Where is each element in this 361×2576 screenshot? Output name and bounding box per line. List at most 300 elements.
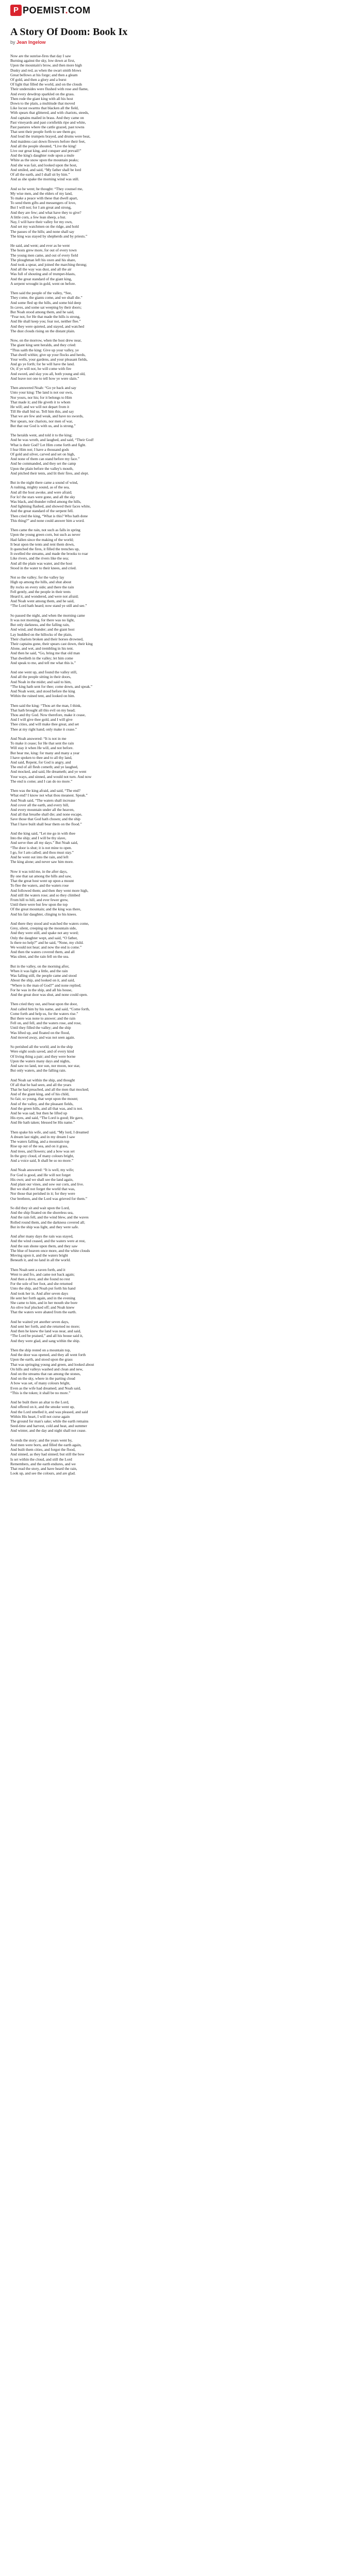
poem-line: But only waters, and the falling rain. xyxy=(10,1068,67,1073)
site-logo[interactable] xyxy=(10,5,91,16)
poem-line: Alone, and wet, and trembling in his tent. xyxy=(10,646,74,651)
poem-line: And there they stood and watched the waters come, xyxy=(10,921,89,926)
poem-line: He said, and went; and ever as he went xyxy=(10,243,70,248)
poem-line: Come forth and help us, for the waters rise.” xyxy=(10,1011,78,1016)
poem-line: Were eight souls saved, and of every kind xyxy=(10,1049,74,1054)
poem-line: And then he said, “Go, bring me that old man xyxy=(10,651,80,656)
poem-line: Burning against the sky, low down at first, xyxy=(10,58,75,63)
poem-line: And wind, and thunder; and the giant host xyxy=(10,627,75,632)
stanza xyxy=(10,528,227,570)
poem-line: Thou and thy God. Now therefore, make it cease, xyxy=(10,713,86,718)
poem-line: Rise up out of the sea, and on it grass, xyxy=(10,1144,69,1149)
stanza xyxy=(10,1267,227,1315)
poem-line: The dust clouds rising on the distant plain. xyxy=(10,328,75,333)
poem-line: But in the night there came a sound of wind, xyxy=(10,480,78,485)
author-link[interactable]: Jean Ingelow xyxy=(17,40,46,45)
poem-line: This thing?” and none could answer him a word. xyxy=(10,518,85,523)
poem-line: And trees, and flowers; and a bow was set xyxy=(10,1148,75,1154)
poem-line: And of the giant king, and of his child, xyxy=(10,1092,70,1097)
poem-line: For God is good, and He will not forget xyxy=(10,1172,71,1177)
poem-line: Heard it, and wondered, and were not afraid; xyxy=(10,594,79,599)
poem-line: Now, on the morrow, when the host drew near, xyxy=(10,338,82,343)
stanza xyxy=(10,921,227,959)
poem-line: Within the ruined tent, and looked on him. xyxy=(10,693,75,699)
poem-line: Their undersides were flushed with rose and flame, xyxy=(10,87,89,92)
poem-line: And then the waters covered them, and all xyxy=(10,950,75,955)
stanza xyxy=(10,1234,227,1262)
poem-line: The waters falling, and a mountain top xyxy=(10,1139,70,1144)
poem-line: And pitched their tents, and lit their fires, and slept. xyxy=(10,470,89,476)
logo-name: POEMIST xyxy=(23,5,65,15)
poem-line: Grey, silent, creeping up the mountain side, xyxy=(10,926,77,931)
poem-line: And He shall keep you; fear not, neither flee.” xyxy=(10,319,81,324)
poem-line: And they were quieted, and stayed, and watched xyxy=(10,324,85,329)
poem-line: So did they sit and wait upon the Lord, xyxy=(10,1205,70,1210)
poem-line: Then said the people of the valley, “See, xyxy=(10,291,72,296)
stanza xyxy=(10,736,227,784)
poem-line: And cover all the earth, and every hill, xyxy=(10,802,69,807)
poem-line: We would not hear; and now the end is come.” xyxy=(10,944,82,950)
poem-line: Was lifted up, and floated on the flood, xyxy=(10,1030,70,1035)
poem-line: “The Lord hath heard; now stand ye still and see.” xyxy=(10,603,87,608)
poem-line: And a voice said, It shall be so no more.” xyxy=(10,1158,74,1163)
poem-line: Stood in the water to their knees, and cried. xyxy=(10,565,77,570)
stanza xyxy=(10,670,227,698)
poem-line: That made it; and He giveth it to whom xyxy=(10,399,71,404)
poem-line: And men were born, and filled the earth again, xyxy=(10,1443,81,1448)
poem-line: Of all that he had seen, and all the years xyxy=(10,1082,72,1087)
poem-byline xyxy=(10,39,227,45)
poem-line: But we shall not forget the world that was, xyxy=(10,1187,75,1192)
poem-line: “The king hath sent for thee; come down, and speak.” xyxy=(10,684,93,689)
poem-line: With spears that glittered, and with chariots, steeds, xyxy=(10,110,89,115)
poem-line: High up among the hills, and shut about xyxy=(10,580,72,585)
poem-line: Their chariots broken and their horses drowned, xyxy=(10,636,84,641)
poem-line: And the great standard of the serpent fell. xyxy=(10,509,74,514)
poem-line: And moved away, and was not seen again. xyxy=(10,1035,75,1040)
poem-line: And the great door was shut, and none could open. xyxy=(10,992,88,997)
poem-line: And the door was opened, and they all went forth xyxy=(10,1352,86,1358)
poem-line: And as she spake the morning wind was still. xyxy=(10,177,79,182)
poem-line: The hosts grew more, for out of every town xyxy=(10,248,77,253)
poem-body xyxy=(10,54,227,1476)
poem-line: “Where is the man of God?” and none replied; xyxy=(10,982,81,988)
poem-line: For lo! the stars were gone, and all the sky xyxy=(10,494,75,499)
poem-line: Remembers, and the earth endures, and we xyxy=(10,1461,76,1466)
poem-line: An olive leaf plucked off; and Noah knew xyxy=(10,1305,75,1310)
poem-line: And the Lord smelled it, and was pleased, and said xyxy=(10,1409,88,1414)
poem-line: The end is come; and I can do no more.” xyxy=(10,778,73,784)
poem-line: Upon the young green corn, but such as never xyxy=(10,532,80,537)
stanza xyxy=(10,1319,227,1343)
stanza xyxy=(10,1438,227,1476)
stanza xyxy=(10,338,227,381)
stanza xyxy=(10,385,227,428)
stanza xyxy=(10,243,227,286)
poem-line: Down to the plain, a multitude that moved xyxy=(10,101,75,106)
poem-line: And Noah in the midst; and said to him, xyxy=(10,679,72,684)
poem-line: Of living thing a pair; and they were borne xyxy=(10,1054,76,1059)
poem-line: And he was wroth, and laughed, and said, “Their God! xyxy=(10,437,94,443)
poem-line: By rocks on every side; and there the rain xyxy=(10,584,74,589)
poem-line: Was falling still, the people came and stood xyxy=(10,973,77,978)
poem-line: She came to him, and in her mouth she bore xyxy=(10,1300,78,1306)
poem-line: Fell on, and fell, and the waters rose, and rose, xyxy=(10,1021,81,1026)
poem-line: And go ye forth; for he will have the land. xyxy=(10,362,75,367)
poem-line: The king alone; and never saw him more. xyxy=(10,859,74,865)
poem-line: Lay huddled on the hillocks of the plain, xyxy=(10,632,72,637)
logo-wordmark xyxy=(23,5,91,16)
poem-line: And mocked, and said, He dreameth; and ye went xyxy=(10,769,87,774)
poem-line: And said, Repent, for God is angry, and xyxy=(10,760,71,765)
poem-line: Was silent, and the rain fell on the sea. xyxy=(10,954,69,959)
poem-line: And the king said, “Let me go in with thee xyxy=(10,831,76,836)
poem-line: I fear Him not; I have a thousand gods xyxy=(10,447,69,452)
poem-line: And saw no land, nor sun, nor moon, nor star, xyxy=(10,1063,80,1068)
poem-line: And serve thee all my days.” But Noah said, xyxy=(10,840,78,845)
poem-line: Not so the valley; for the valley lay xyxy=(10,575,64,580)
poem-line: His own; and we shall see the land again, xyxy=(10,1177,74,1182)
poem-line: Your wells, your gardens, and your pleasant fields, xyxy=(10,357,88,362)
poem-line: For he was in the ship, and all his house, xyxy=(10,987,73,992)
poem-line: And they are few; and what have they to give? xyxy=(10,210,81,215)
poem-line: Seed-time and harvest, cold and heat, and summer xyxy=(10,1423,87,1429)
poem-line: And of the valley, and the pleasant fields, xyxy=(10,1101,74,1106)
poem-line: And he was sad; but then he lifted up xyxy=(10,1110,68,1115)
poem-line: Then answered Noah: “Go ye back and say xyxy=(10,385,76,391)
poem-line: When it was light a little, and the rain xyxy=(10,968,68,973)
poem-line: Even as the wife had dreamed; and Noah said, xyxy=(10,1385,81,1391)
poem-line: The ground for man's sake; while the earth remains xyxy=(10,1419,89,1424)
poem-line: His eyes, and said, “The Lord is good; He gave, xyxy=(10,1115,84,1121)
stanza xyxy=(10,788,227,826)
stanza xyxy=(10,575,227,608)
stanza xyxy=(10,1044,227,1073)
poem-line: That I have built shall bear them on the flood.” xyxy=(10,821,82,826)
poem-line: From hill to hill, and ever fewer grew, xyxy=(10,897,69,902)
poem-line: But Noah stood among them, and he said, xyxy=(10,309,74,314)
poem-line: That dwelleth in the valley; let him come xyxy=(10,655,73,660)
poem-line: Of all the earth, and I shall sit by him.” xyxy=(10,172,70,177)
poem-line: The end of all flesh cometh; and ye laughed, xyxy=(10,765,78,770)
poem-line: And the rain fell, and the wind blew, and the waves xyxy=(10,1215,89,1220)
poem-line: And Noah said, “The waters shall increase xyxy=(10,798,75,803)
poem-line: Then cried they out, and beat upon the door, xyxy=(10,1002,78,1007)
poem-line: And they were still, and spake not any word; xyxy=(10,930,79,936)
poem-line: And sinned, as they had sinned; but still the bow xyxy=(10,1452,85,1457)
poem-line: Then Noah sent a raven forth, and it xyxy=(10,1267,65,1272)
stanza xyxy=(10,1400,227,1433)
poem-line: And he went out into the rain, and left xyxy=(10,855,69,860)
poem-line: And built them cities, and forgot the flood, xyxy=(10,1447,76,1452)
poem-line: Fell gently, and the people in their tents xyxy=(10,589,71,594)
poem-line: Dusky and red, as when the swart smith blows xyxy=(10,67,81,73)
poem-line: And the green hills, and all that was, and is not. xyxy=(10,1106,83,1111)
poem-line: Thee cities, and will make thee great, and set xyxy=(10,722,79,727)
poem-line: The blue of heaven once more, and the white clouds xyxy=(10,1248,90,1253)
poem-line: And set my watchmen on the ridge, and hold xyxy=(10,224,79,229)
poem-line: My wise men, and the elders of my land, xyxy=(10,191,73,196)
poem-line: Thee at my right hand; only make it cease.” xyxy=(10,726,77,732)
poem-line: Nor spears, nor chariots, nor men of war, xyxy=(10,418,73,423)
poem-line: And on the sky, where in the parting cloud xyxy=(10,1376,75,1381)
poem-line: To make a peace with these that dwell apart, xyxy=(10,196,78,201)
poem-line: What end? I know not what thou meanest. Speak.” xyxy=(10,793,88,798)
poem-line: Within His heart, I will not curse again xyxy=(10,1414,70,1419)
poem-line: And took a spear, and joined the marching throng; xyxy=(10,262,87,267)
poem-line: I go, for I am called; and thou must stay.” xyxy=(10,850,74,855)
poem-line: Live our great king, and conquer and prevail!” xyxy=(10,148,81,154)
poem-line: And maidens cast down flowers before their feet, xyxy=(10,139,86,144)
poem-line: Then spake his wife, and said, “My lord, I dreamed xyxy=(10,1129,89,1134)
poem-line: And the sun shone upon them, and they saw xyxy=(10,1243,78,1248)
poem-line: And some fled up the hills, and some hid deep xyxy=(10,300,81,305)
poem-line: Past pastures where the cattle grazed, past towns xyxy=(10,125,85,130)
poem-line: And leave not one to tell how ye were slain.” xyxy=(10,376,79,381)
poem-line: And Noah sat within the ship, and thought xyxy=(10,1077,75,1082)
poem-line: And he built there an altar to the Lord, xyxy=(10,1400,69,1405)
poem-line: Nor those that perished in it; for they were xyxy=(10,1191,75,1196)
poem-line: Nay, I will have their valley for my own, xyxy=(10,219,73,225)
poem-line: Was black, and thunder rolled among the hills, xyxy=(10,499,81,504)
poem-line: Our brethren, and the Lord was grieved for them.” xyxy=(10,1196,87,1201)
logo-mark-icon: P xyxy=(10,5,22,16)
poem-line: And he commanded, and they set the camp xyxy=(10,461,76,466)
poem-line: Moving upon it, and the waters bright xyxy=(10,1253,68,1258)
poem-line: To make it cease; for He that sent the rain xyxy=(10,741,74,746)
poem-line: And Noah answered: “It is not in me xyxy=(10,736,67,741)
poem-line: A little corn, a few lean sheep, a hut. xyxy=(10,214,67,219)
poem-line: And smiled, and said, “My father shall be lord xyxy=(10,167,81,172)
poem-line: That hath brought all this evil on my head; xyxy=(10,707,76,713)
poem-line: To send them gifts and messengers of love, xyxy=(10,200,76,206)
poem-line: And He hath taken; blessed be His name.” xyxy=(10,1120,75,1125)
poem-line: Upon the mountain's brow, and then more high xyxy=(10,63,82,68)
poem-line: Like rivers, and the rivers like the sea; xyxy=(10,556,69,561)
poem-line: By one that sat among the hills and saw, xyxy=(10,873,72,878)
poem-line: Past vineyards and past cornfields ripe and white, xyxy=(10,120,86,125)
poem-line: And I will give thee gold, and I will give xyxy=(10,717,73,722)
poem-line: Nor yours, nor his; for it belongs to Him xyxy=(10,395,72,400)
poem-line: Of light that filled the world, and on the clouds xyxy=(10,82,83,87)
poem-line: White as the snow upon the mountain peaks; xyxy=(10,158,79,163)
poem-line: That the great host went up upon a mount xyxy=(10,878,74,884)
poem-line: In the grey cloud, of many colours bright, xyxy=(10,1153,74,1158)
poem-line: And then he knew the land was near, and said, xyxy=(10,1329,81,1334)
poem-line: And the king's daughter rode upon a mule xyxy=(10,153,74,158)
poem-line: Until they filled the valley; and the ship xyxy=(10,1025,71,1030)
poem-line: So ends the story; and the years went by, xyxy=(10,1437,73,1443)
poem-line: And took her in. And after seven days xyxy=(10,1291,69,1296)
poem-line: It beat upon the tents and rent them down, xyxy=(10,541,75,547)
poem-line: That he had preached, and all the men that mocked; xyxy=(10,1087,89,1092)
poem-line: And they were glad, and sang within the ship. xyxy=(10,1338,80,1343)
poem-line: And plant our vines, and sow our corn, and live. xyxy=(10,1181,84,1187)
poem-line: Went to and fro, and came not back again; xyxy=(10,1272,75,1277)
poem-line: “The Lord be praised,” and all his house said it, xyxy=(10,1333,83,1338)
poem-line: And winter, and the day and night shall not cease. xyxy=(10,1428,87,1433)
stanza xyxy=(10,831,227,864)
poem-line: Upon the earth, and stood upon the grass xyxy=(10,1357,73,1362)
poem-line: And all that breathe shall die; and none escape, xyxy=(10,812,83,817)
poem-line: Of gold, and then a glory and a burst xyxy=(10,77,67,82)
poem-line: And he waited yet another seven days, xyxy=(10,1319,69,1324)
poem-line: And sent her forth, and she returned no more; xyxy=(10,1324,80,1329)
stanza xyxy=(10,1206,227,1229)
poem-line: Till He shall bid us. Tell him this, and say xyxy=(10,409,74,414)
poem-line: Rolled round them, and the darkness covered all; xyxy=(10,1219,85,1225)
poem-line: So fair, so young, that wept upon the mount; xyxy=(10,1096,78,1101)
poem-line: It quenched the fires, it filled the trenches up, xyxy=(10,547,80,551)
poem-line: A dream last night, and in my dream I saw xyxy=(10,1134,75,1139)
poem-line: Now it was told me, in the after days, xyxy=(10,869,68,874)
poem-line: Then said the king: “Thou art the man, I think, xyxy=(10,703,81,708)
poem-line: It swelled the streams, and made the brooks to roar xyxy=(10,551,88,556)
stanza xyxy=(10,703,227,732)
poem-line: Beneath it, and no land in all the world. xyxy=(10,1258,71,1263)
poem-line: “The door is shut; it is not mine to open. xyxy=(10,845,72,850)
poem-line: And on the streams that ran among the stones, xyxy=(10,1371,81,1377)
poem-line: Only the daughter wept, and said, “O father, xyxy=(10,935,78,940)
poem-line: Great bellows at his forge; and then a gleam xyxy=(10,72,78,77)
poem-line: Will stay it when He will, and not before. xyxy=(10,745,74,751)
poem-line: Your ways, and sinned, and would not turn. And now xyxy=(10,774,92,779)
poem-line: Then the ship rested on a mountain top, xyxy=(10,1348,71,1353)
poem-line: And every dewdrop sparkled on the grass. xyxy=(10,91,75,96)
poem-line: And lightning flashed, and showed their faces white, xyxy=(10,504,91,509)
poem-line: Unto the ship, and Noah put forth his hand xyxy=(10,1286,76,1291)
poem-line: A rushing, mighty sound, as of the sea, xyxy=(10,485,70,490)
stanza xyxy=(10,433,227,476)
poem-line: For the sole of her foot, and she returned xyxy=(10,1281,73,1286)
poem-line: I have spoken to thee and to all thy land, xyxy=(10,755,72,760)
poem-content xyxy=(10,26,227,1481)
poem-line: About the ship, and looked on it, and said, xyxy=(10,978,75,983)
poem-line: Their captains gone, their spears cast down, their king xyxy=(10,641,93,647)
poem-line: Or, if ye will not, he will come with fire xyxy=(10,366,72,371)
poem-title: A Story Of Doom: Book Ix xyxy=(10,26,128,38)
poem-line: Unto your king: The land is not our own, xyxy=(10,390,73,395)
poem-line: And every mountain under all the heaven, xyxy=(10,807,75,812)
poem-line: And captains mailed in brass. And they came on xyxy=(10,115,84,120)
poem-line: What is their God? Let Him come forth and fight. xyxy=(10,442,86,447)
stanza xyxy=(10,1002,227,1040)
logo-dot: . xyxy=(65,5,69,15)
poem-line: In caves, and some sat weeping by their doors; xyxy=(10,304,82,310)
poem-line: And the ship floated on the shoreless sea, xyxy=(10,1210,74,1215)
poem-line: The ploughman left his oxen and his share, xyxy=(10,257,76,262)
stanza xyxy=(10,187,227,239)
poem-line: That dwell within; give up your flocks and herds, xyxy=(10,352,86,357)
poem-line: On hills and valleys washed and clean and new, xyxy=(10,1366,83,1371)
poem-line: And sword, and slay you all, both young and old, xyxy=(10,371,86,376)
poem-line: And she was fair, and looked upon the host, xyxy=(10,162,77,167)
poem-line: But there was none to answer; and the rain xyxy=(10,1015,76,1021)
poem-line: He will; and we will not depart from it xyxy=(10,404,70,409)
poem-line: And offered on it, and the smoke went up, xyxy=(10,1404,75,1410)
poem-line: That we are few and weak, and have no swords, xyxy=(10,414,84,419)
poem-line: But that our God is with us, and is strong.” xyxy=(10,423,76,428)
poem-line: And speak to me, and tell me what this is.” xyxy=(10,660,76,665)
poem-line: Then came the rain, not such as falls in spring xyxy=(10,528,80,533)
stanza xyxy=(10,54,227,181)
poem-line: And still the waters rose; and so they climbed xyxy=(10,892,80,897)
poem-line: But I will not; for I am great and strong, xyxy=(10,205,72,210)
poem-line: To flee the waters, and the waters rose xyxy=(10,883,69,888)
poem-line: That the waters were abated from the earth. xyxy=(10,1310,77,1315)
poem-line: Upon the waters many days and nights, xyxy=(10,1058,71,1063)
poem-line: But in the ship was light, and they were safe. xyxy=(10,1224,79,1229)
poem-line: Of the great mountain; and the king was there, xyxy=(10,907,81,912)
poem-line: Upon the plain before the valley's mouth, xyxy=(10,466,74,471)
poem-line: That sent their people forth to see them go; xyxy=(10,129,76,134)
byline-prefix: by xyxy=(10,40,15,45)
poem-line: Was full of shouting and of trumpet-blasts, xyxy=(10,272,76,277)
logo-tld: COM xyxy=(68,5,91,15)
poem-line: And the wind ceased, and the waters were at rest, xyxy=(10,1239,86,1244)
poem-line: He sent her forth again, and in the evening xyxy=(10,1295,75,1300)
poem-line: Is set within the cloud, and still the Lord xyxy=(10,1456,72,1462)
stanza xyxy=(10,964,227,997)
poem-line: So perished all the world; and in the ship xyxy=(10,1044,73,1049)
poem-line: The young men came, and out of every field xyxy=(10,252,78,258)
poem-line: And loud the trumpets brayed, and drums were beat, xyxy=(10,134,91,139)
poem-line: Now are the sunrise-fires that day I saw xyxy=(10,54,71,58)
stanza xyxy=(10,1078,227,1125)
poem-line: So passed the night, and when the morning came xyxy=(10,613,85,618)
poem-line: Of gold and silver, carved and set on high, xyxy=(10,451,75,456)
poem-line: “Fear not, for He that made the hills is strong, xyxy=(10,314,80,319)
poem-line: And all the plain was water, and the host xyxy=(10,561,73,566)
poem-line: And Noah answered: “It is well, my wife; xyxy=(10,1167,74,1173)
poem-line: Save those that God hath chosen; and the ship xyxy=(10,817,80,822)
poem-line: And so he went; he thought: “They counsel me, xyxy=(10,186,84,191)
poem-line: But only darkness, and the falling rain, xyxy=(10,622,70,628)
poem-line: But in the valley, on the morning after, xyxy=(10,963,70,969)
poem-line: And all the host awoke, and were afraid; xyxy=(10,489,72,495)
poem-line: And Noah went, and stood before the king xyxy=(10,689,75,694)
poem-line: Is there no help?” and he said, “None, my child. xyxy=(10,940,84,945)
poem-line: Then rode the giant king with all his host xyxy=(10,96,73,101)
stanza xyxy=(10,291,227,333)
poem-line: And all the people sitting in their doors, xyxy=(10,674,71,680)
poem-line: And all the people shouted, “Live the king! xyxy=(10,143,77,148)
poem-line: The passes of the hills; and none shall say xyxy=(10,229,74,234)
stanza xyxy=(10,1167,227,1200)
poem-line: A bow was set, of many colours bright, xyxy=(10,1381,70,1386)
stanza xyxy=(10,1348,227,1395)
poem-line: “This is the token; it shall be no more.” xyxy=(10,1390,71,1395)
poem-line: But hear me, king: for many and many a year xyxy=(10,750,80,755)
poem-line: The giant king sent heralds, and they cried: xyxy=(10,343,76,348)
poem-line: A serpent wrought in gold, went on before. xyxy=(10,281,76,286)
poem-line: And after many days the rain was stayed, xyxy=(10,1234,73,1239)
poem-line: And followed them; and then they went more high, xyxy=(10,888,89,893)
poem-line: And one went up, and found the valley still, xyxy=(10,670,77,675)
poem-line: And none of them can stand before my face.” xyxy=(10,456,80,462)
poem-line: And then a dove, and she found no rest xyxy=(10,1277,70,1281)
stanza xyxy=(10,613,227,665)
poem-line: Until there were but few upon the top xyxy=(10,902,68,907)
poem-line: And Noah went among them, and he said, xyxy=(10,599,75,604)
stanza xyxy=(10,1130,227,1163)
poem-line: The king was stayed by shepherds and by priests.” xyxy=(10,233,88,239)
poem-line: And called him by his name, and said, “Come forth, xyxy=(10,1006,90,1011)
poem-line: And all the way was dust, and all the air xyxy=(10,267,72,272)
poem-line: Look up, and see the colours, and are glad. xyxy=(10,1471,76,1476)
stanza xyxy=(10,480,227,523)
poem-line: Into the ship; and I will be thy slave, xyxy=(10,836,67,841)
